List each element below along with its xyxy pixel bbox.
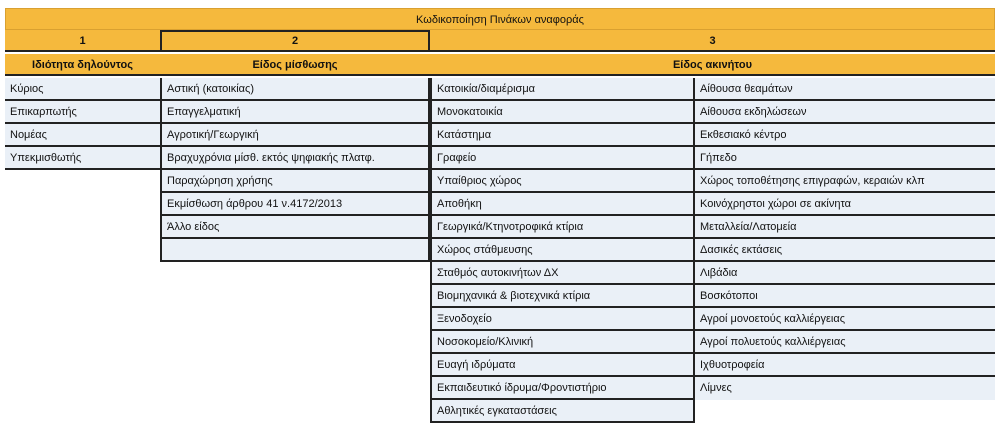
table-cell: Κατοικία/διαμέρισμα	[432, 78, 693, 101]
col2-number: 2	[160, 30, 430, 52]
table-cell: Ευαγή ιδρύματα	[432, 354, 693, 377]
col1-list	[5, 78, 160, 170]
table-cell: Νοσοκομείο/Κλινική	[432, 331, 693, 354]
table-cell: Βοσκότοποι	[695, 285, 995, 308]
col3-number: 3	[430, 30, 995, 52]
table-cell: Αγροί μονοετούς καλλιέργειας	[695, 308, 995, 331]
col1-number: 1	[5, 30, 160, 52]
table-cell: Γραφείο	[432, 147, 693, 170]
table-title: Κωδικοποίηση Πινάκων αναφοράς	[5, 8, 995, 30]
table-cell: Γήπεδο	[695, 147, 995, 170]
col1-header: Ιδιότητα δηλούντος	[5, 54, 160, 76]
table-cell: Αγροί πολυετούς καλλιέργειας	[695, 331, 995, 354]
col3-list-b	[695, 78, 995, 400]
table-cell: Νομέας	[5, 124, 160, 147]
table-cell: Υπεκμισθωτής	[5, 147, 160, 170]
table-cell: Κατάστημα	[432, 124, 693, 147]
table-cell: Εκπαιδευτικό ίδρυμα/Φροντιστήριο	[432, 377, 693, 400]
table-cell: Εκθεσιακό κέντρο	[695, 124, 995, 147]
table-cell: Παραχώρηση χρήσης	[162, 170, 428, 193]
table-cell: Εκμίσθωση άρθρου 41 ν.4172/2013	[162, 193, 428, 216]
reference-table	[5, 8, 995, 430]
table-cell: Αγροτική/Γεωργική	[162, 124, 428, 147]
table-cell: Μεταλλεία/Λατομεία	[695, 216, 995, 239]
table-cell: Ιχθυοτροφεία	[695, 354, 995, 377]
table-cell: Λιβάδια	[695, 262, 995, 285]
table-cell: Αθλητικές εγκαταστάσεις	[432, 400, 693, 423]
table-cell: Αποθήκη	[432, 193, 693, 216]
table-cell: Γεωργικά/Κτηνοτροφικά κτίρια	[432, 216, 693, 239]
col3-list-a	[430, 78, 695, 423]
table-cell: Επικαρπωτής	[5, 101, 160, 124]
table-cell: Αστική (κατοικίας)	[162, 78, 428, 101]
table-cell: Κύριος	[5, 78, 160, 101]
table-cell: Άλλο είδος	[162, 216, 428, 239]
table-cell: Δασικές εκτάσεις	[695, 239, 995, 262]
table-cell: Μονοκατοικία	[432, 101, 693, 124]
table-cell: Αίθουσα θεαμάτων	[695, 78, 995, 101]
table-cell: Υπαίθριος χώρος	[432, 170, 693, 193]
table-cell: Ξενοδοχείο	[432, 308, 693, 331]
table-cell: Χώρος στάθμευσης	[432, 239, 693, 262]
table-cell: Σταθμός αυτοκινήτων ΔΧ	[432, 262, 693, 285]
col3-header: Είδος ακινήτου	[430, 54, 995, 76]
table-cell: Βιομηχανικά & βιοτεχνικά κτίρια	[432, 285, 693, 308]
table-cell: Κοινόχρηστοι χώροι σε ακίνητα	[695, 193, 995, 216]
col2-list	[160, 78, 430, 262]
table-cell: Αίθουσα εκδηλώσεων	[695, 101, 995, 124]
table-cell: Χώρος τοποθέτησης επιγραφών, κεραιών κλπ	[695, 170, 995, 193]
col2-header: Είδος μίσθωσης	[160, 54, 430, 76]
table-cell	[162, 239, 428, 262]
table-cell: Λίμνες	[700, 382, 732, 394]
table-cell: Βραχυχρόνια μίσθ. εκτός ψηφιακής πλατφ.	[162, 147, 428, 170]
table-cell: Επαγγελματική	[162, 101, 428, 124]
